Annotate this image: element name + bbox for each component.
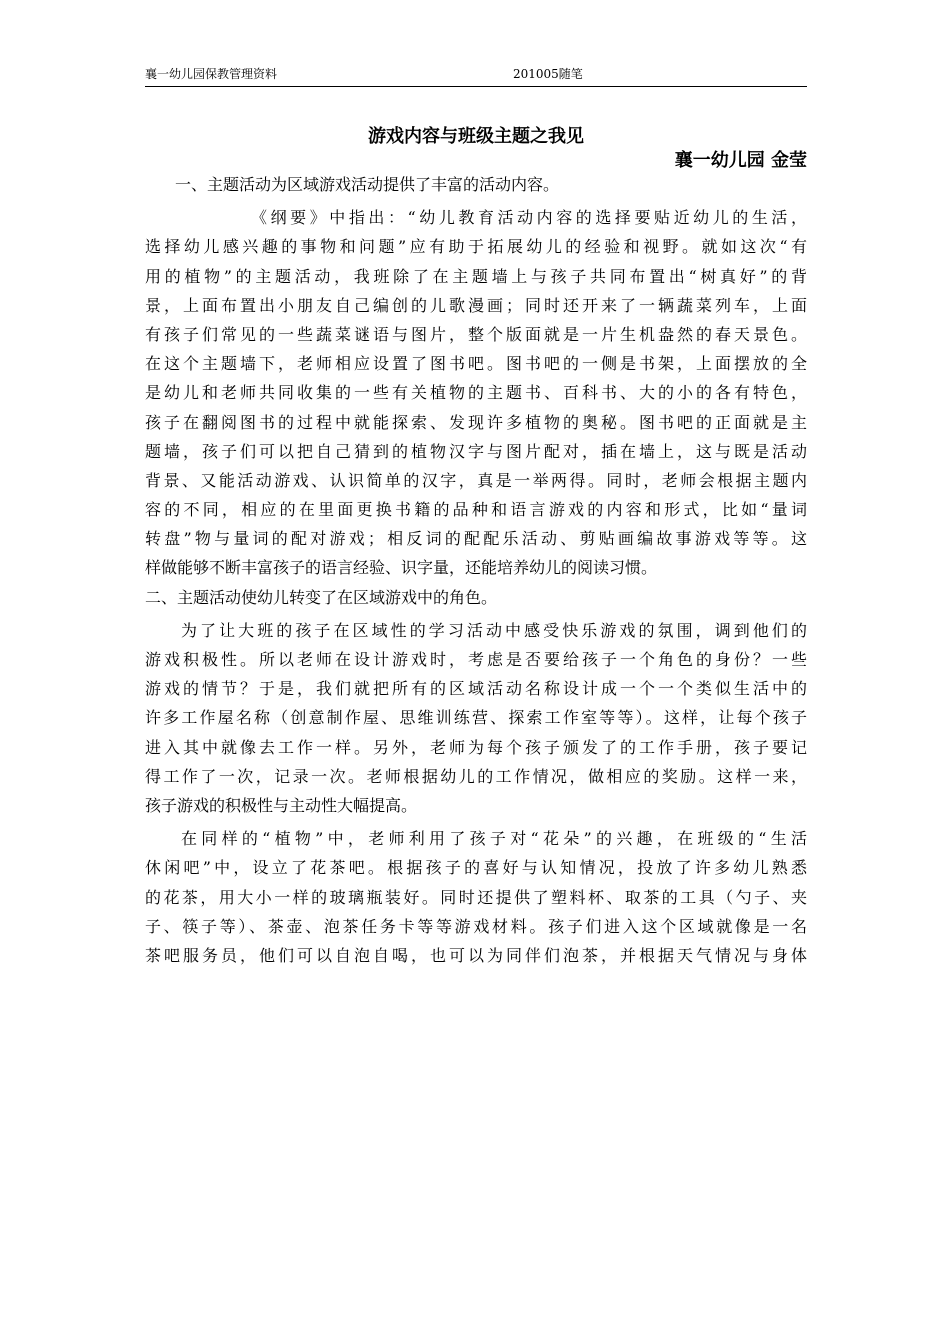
paragraph-line: 茶吧服务员，他们可以自泡自喝，也可以为同伴们泡茶，并根据天气情况与身体 xyxy=(145,945,807,965)
header-school-name: 襄一幼儿园保教管理资料 xyxy=(145,67,278,81)
paragraph-line: 景，上面布置出小朋友自己编创的儿歌漫画；同时还开来了一辆蔬菜列车，上面 xyxy=(145,295,807,315)
paragraph-line: 转盘”物与量词的配对游戏；相反词的配配乐活动、剪贴画编故事游戏等等。这 xyxy=(145,529,807,549)
paragraph-line: 题墙，孩子们可以把自己猜到的植物汉字与图片配对，插在墙上，这与既是活动 xyxy=(145,441,807,461)
paragraph-line: 是幼儿和老师共同收集的一些有关植物的主题书、百科书、大的小的各有特色， xyxy=(145,383,807,403)
paragraph-line: 许多工作屋名称（创意制作屋、思维训练营、探索工作室等等）。这样，让每个孩子 xyxy=(145,708,807,728)
section-1-heading: 一、主题活动为区域游戏活动提供了丰富的活动内容。 xyxy=(175,175,560,194)
section-2-heading: 二、主题活动使幼儿转变了在区域游戏中的角色。 xyxy=(145,587,498,607)
paragraph-line: 游戏的情节？于是，我们就把所有的区域活动名称设计成一个一个类似生活中的 xyxy=(145,679,807,699)
paragraph-line: 样做能够不断丰富孩子的语言经验、识字量，还能培养幼儿的阅读习惯。 xyxy=(145,558,658,578)
paragraph-line: 容的不同，相应的在里面更换书籍的品种和语言游戏的内容和形式，比如“量词 xyxy=(145,500,807,520)
section-2-paragraph-2 xyxy=(145,824,807,970)
paragraph-line: 为了让大班的孩子在区域性的学习活动中感受快乐游戏的氛围，调到他们的 xyxy=(181,620,807,640)
paragraph-line: 选择幼儿感兴趣的事物和问题”应有助于拓展幼儿的经验和视野。就如这次“有 xyxy=(145,237,807,257)
paragraph-line: 在同样的“植物”中，老师利用了孩子对“花朵”的兴趣，在班级的“生活 xyxy=(181,829,807,849)
paragraph-line: 《纲要》中指出：“幼儿教育活动内容的选择要贴近幼儿的生活， xyxy=(251,208,807,228)
paragraph-line: 背景、又能活动游戏、认识简单的汉字，真是一举两得。同时，老师会根据主题内 xyxy=(145,470,807,490)
document-body xyxy=(145,170,807,970)
page-header xyxy=(145,66,807,87)
paragraph-line: 用的植物”的主题活动，我班除了在主题墙上与孩子共同布置出“树真好”的背 xyxy=(145,266,807,286)
paragraph-line: 子、筷子等）、茶壶、泡茶任务卡等等游戏材料。孩子们进入这个区域就像是一名 xyxy=(145,916,807,936)
header-doc-label: 201005随笔 xyxy=(513,67,583,81)
paragraph-line: 孩子游戏的积极性与主动性大幅提高。 xyxy=(145,795,418,815)
paragraph-line: 在这个主题墙下，老师相应设置了图书吧。图书吧的一侧是书架，上面摆放的全 xyxy=(145,354,807,374)
paragraph-line: 得工作了一次，记录一次。老师根据幼儿的工作情况，做相应的奖励。这样一来， xyxy=(145,766,807,786)
paragraph-line: 有孩子们常见的一些蔬菜谜语与图片，整个版面就是一片生机盎然的春天景色。 xyxy=(145,324,807,344)
paragraph-line: 孩子在翻阅图书的过程中就能探索、发现许多植物的奥秘。图书吧的正面就是主 xyxy=(145,412,807,432)
document-title: 游戏内容与班级主题之我见 xyxy=(368,126,584,147)
section-2-paragraph-1 xyxy=(145,616,807,820)
paragraph-line: 游戏积极性。所以老师在设计游戏时，考虑是否要给孩子一个角色的身份？一些 xyxy=(145,650,807,669)
section-1-paragraph xyxy=(145,203,807,582)
paragraph-line: 进入其中就像去工作一样。另外，老师为每个孩子颁发了的工作手册，孩子要记 xyxy=(145,737,807,757)
paragraph-line: 休闲吧”中，设立了花茶吧。根据孩子的喜好与认知情况，投放了许多幼儿熟悉 xyxy=(145,858,807,878)
paragraph-line: 的花茶，用大小一样的玻璃瓶装好。同时还提供了塑料杯、取茶的工具（勺子、夹 xyxy=(145,887,807,907)
document-author: 襄一幼儿园 金莹 xyxy=(674,150,807,171)
